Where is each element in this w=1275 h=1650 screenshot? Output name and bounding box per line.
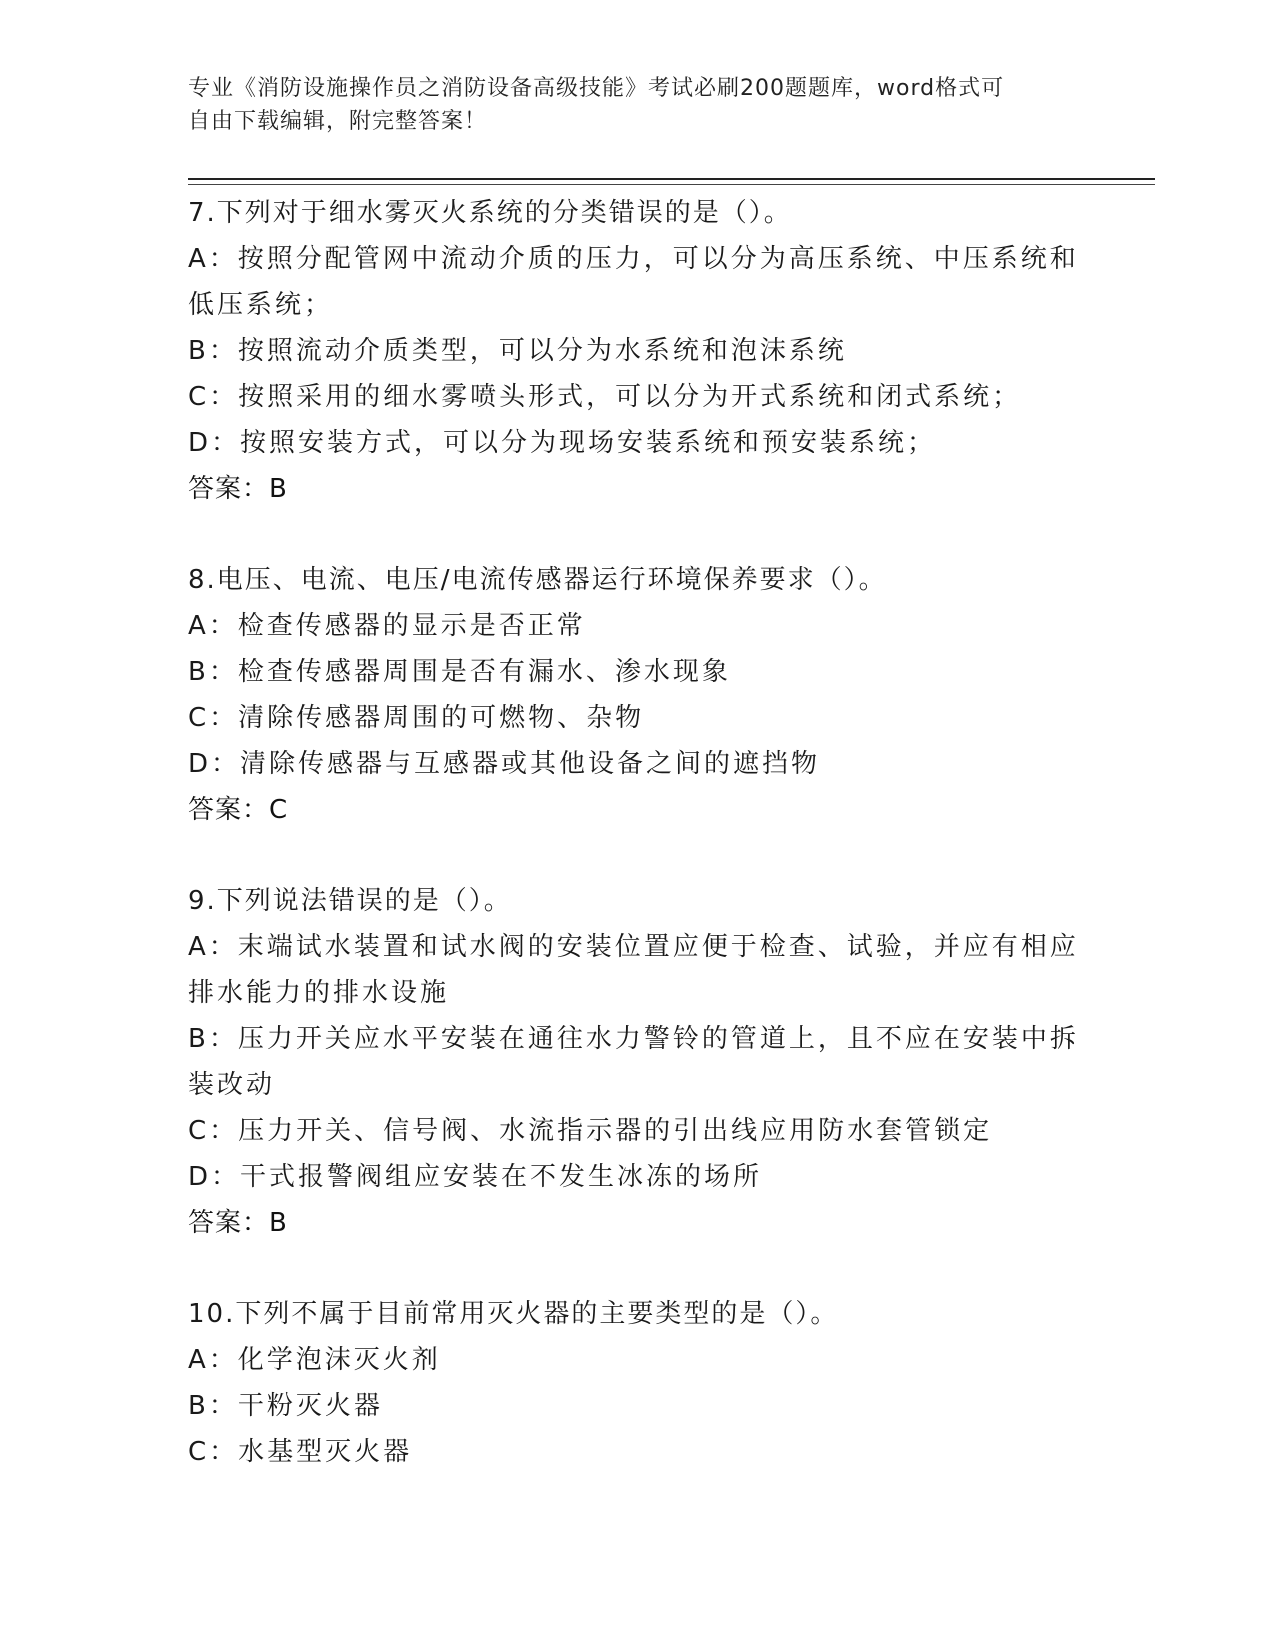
- option-b: B：按照流动介质类型，可以分为水系统和泡沫系统: [188, 336, 847, 366]
- question-block: [188, 878, 1088, 1246]
- answer-label: 答案：C: [188, 795, 289, 825]
- option-c: C：按照采用的细水雾喷头形式，可以分为开式系统和闭式系统；: [188, 382, 1022, 412]
- question-block: [188, 1291, 1088, 1475]
- option-c: C：水基型灭火器: [188, 1437, 413, 1467]
- question-block: [188, 190, 1088, 512]
- option-a: [188, 236, 1088, 328]
- question-title: 7.下列对于细水雾灭火系统的分类错误的是（）。: [188, 198, 792, 228]
- header-line-2: 自由下载编辑，附完整答案！: [188, 109, 488, 134]
- option-c: C：压力开关、信号阀、水流指示器的引出线应用防水套管锁定: [188, 1116, 993, 1146]
- option-line: B：压力开关应水平安装在通往水力警铃的管道上，且不应在安装中拆: [188, 1024, 1079, 1054]
- header-divider: [188, 178, 1155, 180]
- option-a: A：化学泡沫灭火剂: [188, 1345, 441, 1375]
- question-block: [188, 557, 1088, 833]
- option-b: B：干粉灭火器: [188, 1391, 383, 1421]
- question-title: 10.下列不属于目前常用灭火器的主要类型的是（）。: [188, 1299, 839, 1329]
- question-list: [188, 190, 1088, 1520]
- option-d: D：干式报警阀组应安装在不发生冰冻的场所: [188, 1162, 763, 1192]
- header-line-1: 专业《消防设施操作员之消防设备高级技能》考试必刷200题题库，word格式可: [188, 76, 1005, 101]
- document-header: [188, 72, 1068, 138]
- option-a: [188, 924, 1088, 1016]
- option-line: A：按照分配管网中流动介质的压力，可以分为高压系统、中压系统和: [188, 244, 1079, 274]
- question-title: 8.电压、电流、电压/电流传感器运行环境保养要求（）。: [188, 565, 887, 595]
- option-line: 装改动: [188, 1070, 276, 1100]
- option-line: 排水能力的排水设施: [188, 978, 450, 1008]
- question-title: 9.下列说法错误的是（）。: [188, 886, 512, 916]
- option-line: A：末端试水装置和试水阀的安装位置应便于检查、试验，并应有相应: [188, 932, 1079, 962]
- option-a: A：检查传感器的显示是否正常: [188, 611, 586, 641]
- header-divider-thin: [188, 184, 1155, 185]
- answer-label: 答案：B: [188, 474, 288, 504]
- option-d: D：按照安装方式，可以分为现场安装系统和预安装系统；: [188, 428, 937, 458]
- option-c: C：清除传感器周围的可燃物、杂物: [188, 703, 645, 733]
- option-line: 低压系统；: [188, 290, 334, 320]
- answer-label: 答案：B: [188, 1208, 288, 1238]
- option-b: B：检查传感器周围是否有漏水、渗水现象: [188, 657, 731, 687]
- option-b: [188, 1016, 1088, 1108]
- option-d: D：清除传感器与互感器或其他设备之间的遮挡物: [188, 749, 821, 779]
